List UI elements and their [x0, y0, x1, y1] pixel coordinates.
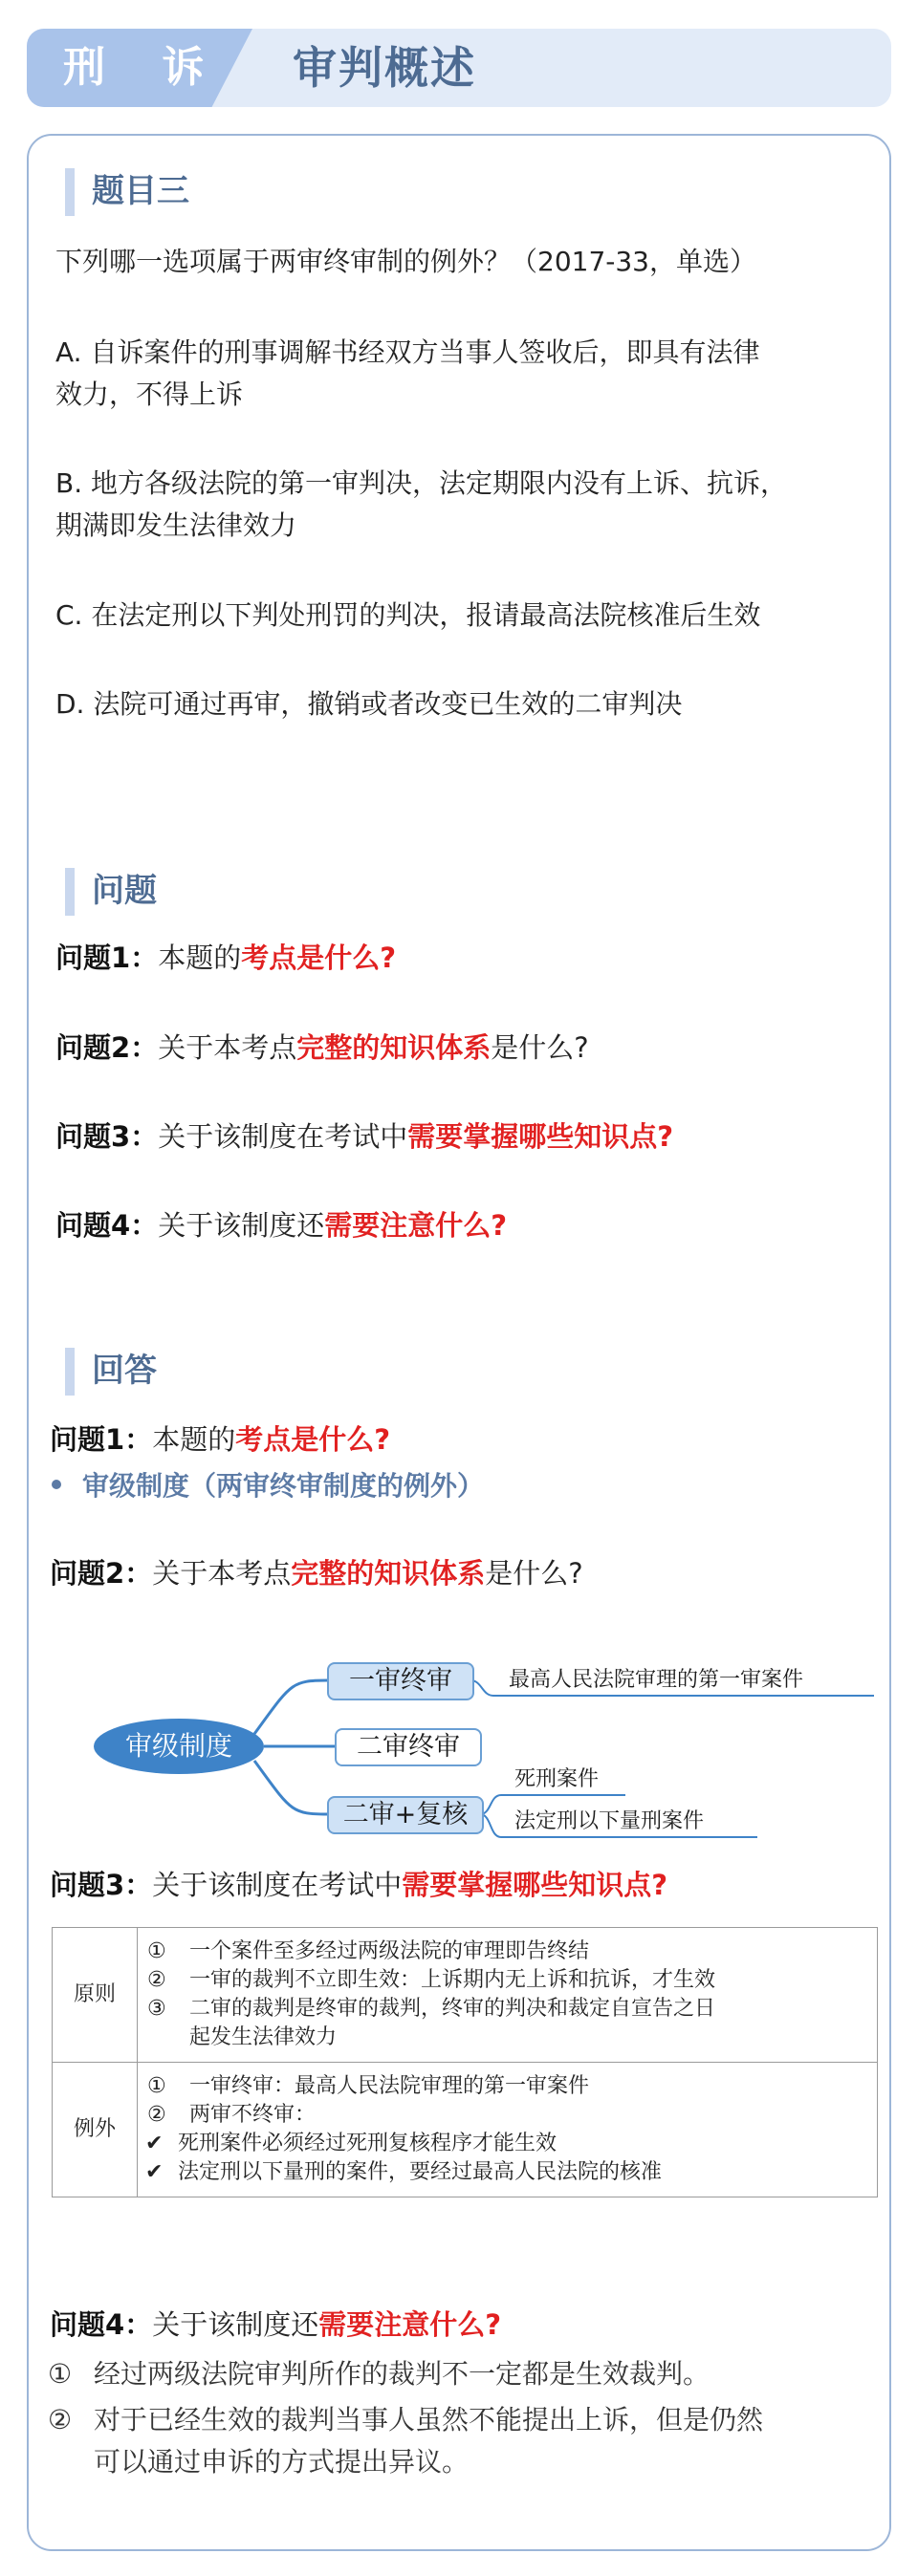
- question-highlight: 需要注意什么?: [318, 2308, 502, 2341]
- mindmap-leaf-3: 法定刑以下量刑案件: [514, 1809, 705, 1833]
- heading-accent-bar: [65, 1348, 75, 1396]
- option-a: [55, 332, 878, 416]
- questions-heading-text: 问题: [92, 872, 157, 910]
- line-text: 起发生法律效力: [189, 2025, 338, 2049]
- answer-q4: [50, 2304, 501, 2346]
- answer-q3: [50, 1864, 667, 1906]
- question-highlight: 完整的知识体系: [296, 1031, 492, 1064]
- check-icon: ✔: [145, 2132, 164, 2155]
- question-text: 关于该制度在考试中: [158, 1120, 408, 1153]
- question-label: 问题4：: [55, 1209, 159, 1242]
- connector-branch-3: [254, 1761, 327, 1814]
- table-line: [147, 2101, 865, 2130]
- question-text: 关于本考点: [158, 1031, 297, 1064]
- connector-branch-1: [254, 1680, 327, 1734]
- option-a-line1: A. 自诉案件的刑事调解书经双方当事人签收后，即具有法律: [55, 336, 760, 368]
- note-item-1: [48, 2353, 880, 2395]
- question-label: 问题1：: [55, 942, 159, 974]
- option-b-line1: B. 地方各级法院的第一审判决，法定期限内没有上诉、抗诉，: [55, 467, 788, 499]
- question-text: 关于该制度还: [152, 2308, 319, 2341]
- table-line: [147, 1937, 865, 1966]
- question-text: 关于该制度还: [158, 1209, 325, 1242]
- note-text: 经过两级法院审判所作的裁判不一定都是生效裁判。: [94, 2358, 710, 2390]
- question-text: 本题的: [152, 1423, 236, 1456]
- note-marker: ①: [48, 2358, 73, 2390]
- question-highlight: 需要掌握哪些知识点?: [407, 1120, 674, 1153]
- option-c: [55, 595, 878, 637]
- bullet-text: 审级制度（两审终审制度的例外）: [82, 1470, 485, 1502]
- table-line: [147, 2024, 865, 2052]
- row-content: [138, 2063, 878, 2197]
- line-text: 一个案件至多经过两级法院的审理即告终结: [189, 1939, 590, 1963]
- question-item-1: [55, 937, 396, 979]
- question-text-end: 是什么?: [491, 1031, 589, 1064]
- question-text-end: 是什么?: [485, 1557, 583, 1590]
- mindmap-branch-1: 一审终审: [327, 1662, 474, 1700]
- question-label: 问题2：: [55, 1031, 159, 1064]
- question-text: 本题的: [158, 942, 242, 974]
- line-marker: ①: [147, 2074, 166, 2098]
- mindmap-leaf-1: 最高人民法院审理的第一审案件: [509, 1668, 804, 1692]
- question-text: 关于本考点: [152, 1557, 292, 1590]
- question-text: 关于该制度在考试中: [152, 1869, 403, 1901]
- mindmap-branch-3: 二审+复核: [327, 1796, 484, 1834]
- row-content: [138, 1928, 878, 2063]
- option-b: [55, 463, 878, 547]
- question-item-4: [55, 1204, 507, 1246]
- line-text: 两审不终审：: [189, 2103, 317, 2127]
- question-label: 问题4：: [50, 2308, 153, 2341]
- mindmap-branch-2: 二审终审: [335, 1728, 482, 1766]
- question-label: 问题2：: [50, 1557, 153, 1590]
- question-highlight: 考点是什么?: [235, 1423, 391, 1456]
- note-text-cont: 可以通过申诉的方式提出异议。: [94, 2446, 470, 2478]
- option-a-line2: 效力，不得上诉: [55, 379, 244, 410]
- question-highlight: 需要注意什么?: [324, 1209, 508, 1242]
- answer-q2: [50, 1552, 583, 1594]
- heading-accent-bar: [65, 868, 75, 916]
- table-line: [145, 2130, 865, 2158]
- mindmap-root: 审级制度: [94, 1719, 264, 1774]
- page-title: 审判概述: [293, 42, 476, 94]
- table-row: [53, 2063, 878, 2197]
- question-item-3: [55, 1115, 673, 1158]
- question-highlight: 需要掌握哪些知识点?: [402, 1869, 668, 1901]
- note-marker: ②: [48, 2404, 73, 2435]
- heading-accent-bar: [65, 168, 75, 216]
- line-text: 法定刑以下量刑的案件，要经过最高人民法院的核准: [178, 2160, 663, 2184]
- question-item-2: [55, 1027, 589, 1069]
- question-label: 问题1：: [50, 1423, 153, 1456]
- line-text: 死刑案件必须经过死刑复核程序才能生效: [178, 2132, 557, 2155]
- subject-tag-label: 刑 诉: [63, 43, 226, 92]
- question-highlight: 完整的知识体系: [291, 1557, 486, 1590]
- question-highlight: 考点是什么?: [241, 942, 397, 974]
- line-marker: ①: [147, 1939, 166, 1963]
- check-icon: ✔: [145, 2160, 164, 2184]
- line-marker: ③: [147, 1997, 166, 2021]
- answer-q1: [50, 1418, 390, 1461]
- table-line: [147, 1995, 865, 2024]
- answer-heading-text: 回答: [92, 1352, 157, 1390]
- note-text: 对于已经生效的裁判当事人虽然不能提出上诉，但是仍然: [94, 2404, 764, 2435]
- page-header: [27, 29, 891, 107]
- bullet-dot-icon: [52, 1480, 61, 1489]
- table-line: [145, 2158, 865, 2187]
- line-text: 一审终审：最高人民法院审理的第一审案件: [189, 2074, 590, 2098]
- question-label: 问题3：: [55, 1120, 159, 1153]
- option-b-line2: 期满即发生法律效力: [55, 509, 297, 541]
- line-text: 一审的裁判不立即生效：上诉期内无上诉和抗诉，才生效: [189, 1968, 716, 1992]
- table-line: [147, 2072, 865, 2101]
- content-card: [27, 134, 891, 2551]
- row-label: 原则: [53, 1928, 138, 2063]
- knowledge-mindmap: [52, 1627, 874, 1856]
- line-marker: ②: [147, 2103, 166, 2127]
- option-d-line1: D. 法院可通过再审，撤销或者改变已生效的二审判决: [55, 688, 683, 720]
- mindmap-leaf-2: 死刑案件: [514, 1767, 600, 1791]
- line-marker: ②: [147, 1968, 166, 1992]
- answer-q1-bullet: [50, 1467, 484, 1505]
- table-line: [147, 1966, 865, 1995]
- line-text: 二审的裁判是终审的裁判，终审的判决和裁定自宣告之日: [189, 1997, 716, 2021]
- option-c-line1: C. 在法定刑以下判处刑罚的判决，报请最高法院核准后生效: [55, 599, 761, 631]
- question-stem: 下列哪一选项属于两审终审制的例外？（2017-33，单选）: [55, 246, 756, 277]
- row-label: 例外: [53, 2063, 138, 2197]
- option-d: [55, 683, 878, 725]
- knowledge-table: [52, 1927, 878, 2197]
- table-row: [53, 1928, 878, 2063]
- note-item-2: [48, 2399, 880, 2483]
- question-heading-text: 题目三: [92, 172, 189, 210]
- question-label: 问题3：: [50, 1869, 153, 1901]
